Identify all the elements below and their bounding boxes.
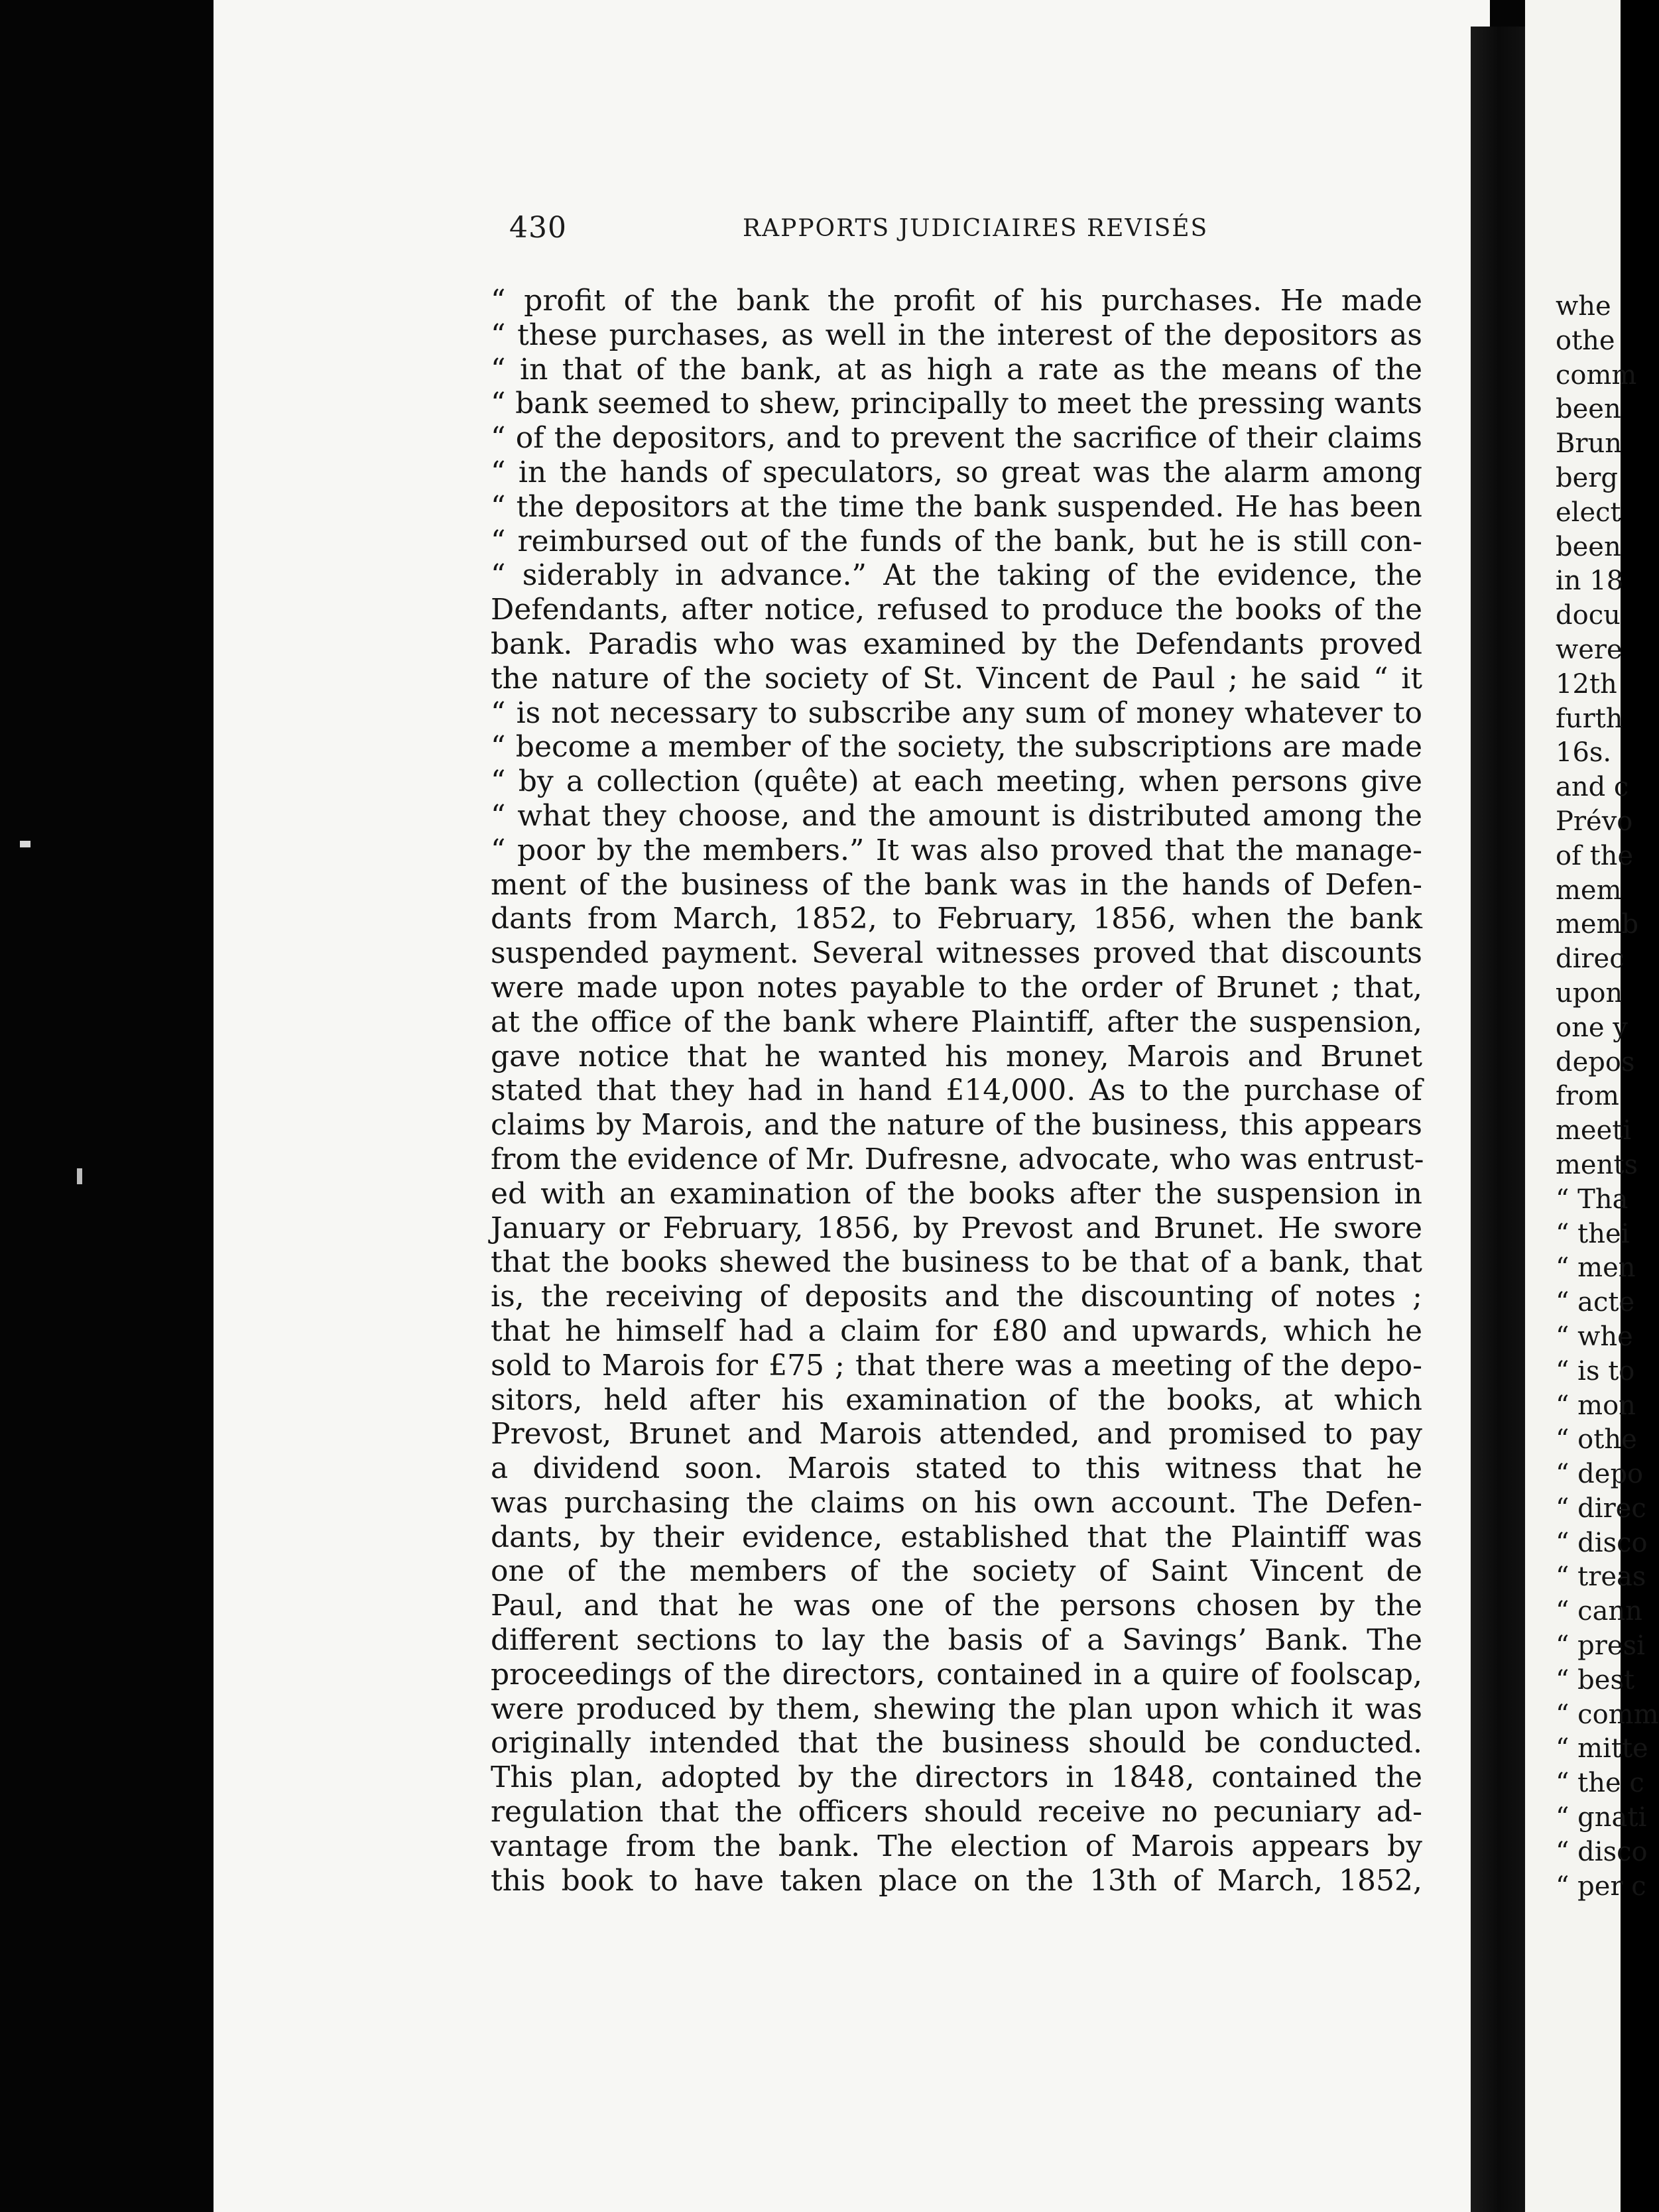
text-line: a dividend soon. Marois stated to this witness that he bbox=[491, 1451, 1422, 1486]
right-page-text-fragments bbox=[1556, 290, 1659, 1904]
right-page-text-line: elect bbox=[1556, 497, 1621, 528]
right-page-text-line: “ best bbox=[1556, 1664, 1635, 1695]
text-line: “ siderably in advance.” At the taking of the evidence, the bbox=[491, 558, 1422, 593]
text-line: Prevost, Brunet and Marois attended, and promised to pay bbox=[491, 1417, 1422, 1451]
right-page-text-line: “ disco bbox=[1556, 1836, 1648, 1867]
text-line: dants from March, 1852, to February, 1856, when the bank bbox=[491, 902, 1422, 936]
right-page-text-line: “ direc bbox=[1556, 1493, 1646, 1524]
text-line: ed with an examination of the books after the suspension in bbox=[491, 1176, 1422, 1211]
scan-speck bbox=[77, 1168, 82, 1184]
right-page-text-line: “ men bbox=[1556, 1253, 1636, 1284]
text-line: the nature of the society of St. Vincent de Paul ; he said “ it bbox=[491, 661, 1422, 696]
right-page-text-line: “ depo bbox=[1556, 1459, 1644, 1490]
right-page-text-line: Prévo bbox=[1556, 806, 1633, 837]
right-page-text-line: ments bbox=[1556, 1149, 1638, 1180]
text-line: “ of the depositors, and to prevent the sacrifice of their claims bbox=[491, 421, 1422, 456]
right-page-text-line: “ disco bbox=[1556, 1527, 1648, 1558]
right-page-text-line: docu bbox=[1556, 600, 1621, 631]
text-line: was purchasing the claims on his own account. The Defen- bbox=[491, 1485, 1422, 1520]
right-page-text-line: “ comm bbox=[1556, 1699, 1659, 1730]
text-line: from the evidence of Mr. Dufresne, advocate, who was entrust- bbox=[491, 1142, 1424, 1176]
text-line: sitors, held after his examination of the books, at which bbox=[491, 1382, 1422, 1417]
text-line: this book to have taken place on the 13th of March, 1852, bbox=[491, 1863, 1422, 1898]
right-page-text-line: “ whe bbox=[1556, 1321, 1633, 1352]
text-line: This plan, adopted by the directors in 1848, contained the bbox=[491, 1760, 1422, 1795]
right-page-text-line: comm bbox=[1556, 359, 1637, 391]
right-page-text-line: memb bbox=[1556, 909, 1639, 940]
right-page-text-line: “ othe bbox=[1556, 1424, 1637, 1455]
text-line: “ profit of the bank the profit of his purchases. He made bbox=[491, 284, 1422, 318]
text-line: that he himself had a claim for £80 and upwards, which he bbox=[491, 1314, 1422, 1348]
text-line: “ is not necessary to subscribe any sum of money whatever to bbox=[491, 696, 1422, 730]
right-page-text-line: direc bbox=[1556, 944, 1625, 975]
right-page-text-line: “ acte bbox=[1556, 1287, 1635, 1318]
text-line: suspended payment. Several witnesses proved that discounts bbox=[491, 936, 1422, 971]
right-page-text-line: “ the c bbox=[1556, 1768, 1644, 1799]
right-page-text-line: “ mitte bbox=[1556, 1733, 1648, 1764]
right-page-text-line: 16s. bbox=[1556, 737, 1612, 768]
right-page-text-line: upon bbox=[1556, 977, 1623, 1009]
text-line: is, the receiving of deposits and the discounting of notes ; bbox=[491, 1280, 1422, 1314]
right-page-text-line: of the bbox=[1556, 840, 1634, 871]
running-head bbox=[509, 211, 1225, 257]
text-line: that the books shewed the business to be that of a bank, that bbox=[491, 1245, 1422, 1280]
text-line: “ in the hands of speculators, so great was the alarm among bbox=[491, 455, 1422, 489]
text-line: stated that they had in hand £14,000. As to the purchase of bbox=[491, 1074, 1422, 1108]
text-line: bank. Paradis who was examined by the Defendants proved bbox=[491, 627, 1422, 661]
page-number: 430 bbox=[509, 211, 567, 245]
right-page-text-line: depos bbox=[1556, 1046, 1635, 1077]
running-head-title: RAPPORTS JUDICIAIRES REVISÉS bbox=[743, 215, 1209, 242]
text-line: “ what they choose, and the amount is distributed among the bbox=[491, 798, 1422, 833]
right-page-text-line: 12th bbox=[1556, 668, 1617, 700]
text-line: different sections to lay the basis of a Savings’ Bank. The bbox=[491, 1623, 1422, 1658]
text-line: “ the depositors at the time the bank suspended. He has been bbox=[491, 489, 1422, 524]
text-line: ment of the business of the bank was in the hands of Defen- bbox=[491, 867, 1422, 902]
text-line: “ become a member of the society, the subscriptions are made bbox=[491, 730, 1422, 765]
right-page-text-line: were bbox=[1556, 634, 1623, 665]
text-line: at the office of the bank where Plaintiff, after the suspension, bbox=[491, 1005, 1422, 1039]
right-page-text-line: meeti bbox=[1556, 1115, 1632, 1146]
right-page-text-line: “ treas bbox=[1556, 1562, 1646, 1593]
right-page-text-line: furth bbox=[1556, 703, 1623, 734]
right-page-text-line: and c bbox=[1556, 772, 1629, 803]
text-line: Defendants, after notice, refused to produce the books of the bbox=[491, 593, 1422, 627]
text-line: “ these purchases, as well in the interest of the depositors as bbox=[491, 318, 1422, 352]
right-page-text-line: in 18 bbox=[1556, 566, 1624, 597]
right-page-text-line: “ cann bbox=[1556, 1596, 1642, 1627]
right-page-text-line: one y bbox=[1556, 1012, 1628, 1043]
text-line: regulation that the officers should receive no pecuniary ad- bbox=[491, 1795, 1422, 1829]
right-page-text-line: “ gnati bbox=[1556, 1802, 1647, 1833]
text-line: “ in that of the bank, at as high a rate as the means of the bbox=[491, 352, 1422, 387]
text-line: January or February, 1856, by Prevost and Brunet. He swore bbox=[491, 1211, 1422, 1245]
text-line: “ poor by the members.” It was also proved that the manage- bbox=[491, 833, 1422, 867]
text-line: claims by Marois, and the nature of the business, this appears bbox=[491, 1108, 1422, 1142]
right-page-text-line: berg bbox=[1556, 462, 1619, 493]
scan-speck bbox=[20, 841, 31, 847]
right-page-text-line: whe bbox=[1556, 291, 1611, 322]
right-page-text-line: been bbox=[1556, 531, 1621, 562]
right-page-text-line: “ mon bbox=[1556, 1390, 1636, 1421]
right-page-text-line: “ thei bbox=[1556, 1218, 1630, 1249]
text-line: “ by a collection (quête) at each meeting, when persons give bbox=[491, 765, 1422, 799]
main-text-column bbox=[491, 284, 1422, 1898]
text-line: vantage from the bank. The election of Marois appears by bbox=[491, 1829, 1422, 1863]
right-page-text-line: Brun bbox=[1556, 428, 1623, 460]
right-page-text-line: “ Tha bbox=[1556, 1184, 1628, 1215]
text-line: sold to Marois for £75 ; that there was a meeting of the depo- bbox=[491, 1348, 1422, 1382]
text-line: proceedings of the directors, contained in a quire of foolscap, bbox=[491, 1657, 1422, 1691]
right-page-text-line: from bbox=[1556, 1081, 1619, 1112]
text-line: gave notice that he wanted his money, Marois and Brunet bbox=[491, 1039, 1422, 1074]
right-page-text-line: been bbox=[1556, 394, 1621, 425]
right-page-text-line: “ presi bbox=[1556, 1630, 1645, 1662]
right-page-text-line: “ is to bbox=[1556, 1355, 1635, 1386]
right-page-text-line: mem bbox=[1556, 875, 1622, 906]
text-line: were made upon notes payable to the order of Brunet ; that, bbox=[491, 970, 1422, 1005]
text-line: Paul, and that he was one of the persons chosen by the bbox=[491, 1589, 1422, 1623]
text-line: one of the members of the society of Saint Vincent de bbox=[491, 1554, 1422, 1589]
text-line: “ bank seemed to shew, principally to meet the pressing wants bbox=[491, 387, 1422, 421]
text-line: originally intended that the business should be conducted. bbox=[491, 1726, 1422, 1760]
right-page-text-line: “ per c bbox=[1556, 1871, 1646, 1902]
text-line: dants, by their evidence, established that the Plaintiff was bbox=[491, 1520, 1422, 1554]
right-page-text-line: othe bbox=[1556, 325, 1615, 356]
text-line: “ reimbursed out of the funds of the bank, but he is still con- bbox=[491, 524, 1422, 558]
text-line: were produced by them, shewing the plan upon which it was bbox=[491, 1691, 1422, 1726]
